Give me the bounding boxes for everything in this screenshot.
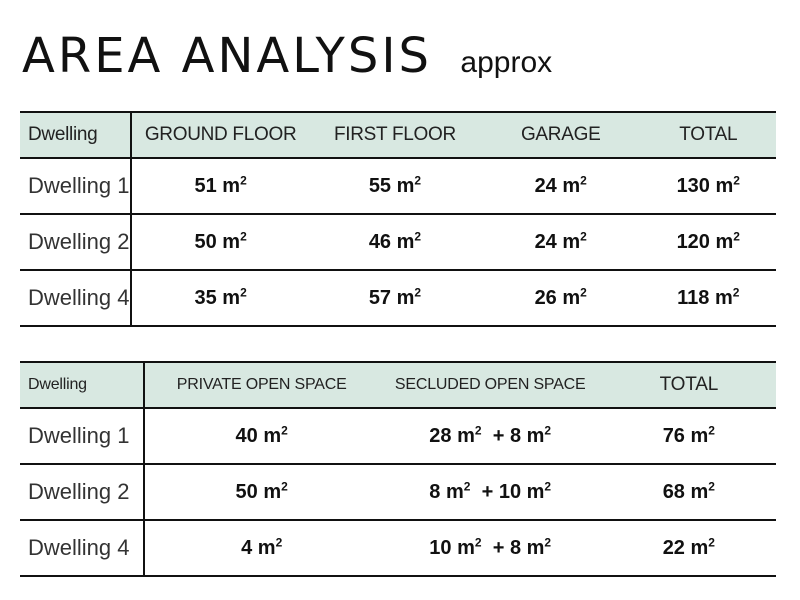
private-open-space-value: 50 m (235, 480, 282, 503)
space-header-total: TOTAL (602, 362, 776, 408)
total-value: 68 m (662, 480, 709, 503)
secluded-open-space-cell (379, 408, 602, 464)
unit-exponent: 2 (544, 422, 552, 437)
total-cell (641, 270, 776, 326)
dwelling-name: Dwelling 2 (20, 214, 131, 270)
unit-exponent: 2 (733, 172, 740, 187)
secluded-value-b: 8 m (509, 536, 545, 559)
total-cell (602, 520, 776, 576)
unit-exponent: 2 (281, 422, 288, 437)
area-header-total: TOTAL (641, 112, 776, 158)
ground-floor-cell (131, 158, 309, 214)
dwelling-name: Dwelling 1 (20, 158, 131, 214)
area-table-header-row (20, 112, 776, 158)
unit-exponent: 2 (463, 478, 471, 493)
space-header-private: PRIVATE OPEN SPACE (144, 362, 379, 408)
garage-value: 24 m (534, 174, 581, 197)
page-title (22, 28, 552, 84)
total-cell (641, 214, 776, 270)
garage-cell (481, 270, 641, 326)
private-open-space-cell (144, 520, 379, 576)
unit-exponent: 2 (708, 478, 715, 493)
unit-exponent: 2 (474, 422, 482, 437)
total-value: 130 m (676, 174, 734, 197)
secluded-open-space-cell (379, 520, 602, 576)
unit-exponent: 2 (708, 534, 715, 549)
first-floor-value: 46 m (368, 230, 415, 253)
ground-floor-value: 51 m (194, 174, 241, 197)
ground-floor-value: 35 m (194, 286, 241, 309)
first-floor-cell (309, 214, 481, 270)
unit-exponent: 2 (275, 534, 283, 549)
garage-cell (481, 158, 641, 214)
total-value: 120 m (676, 230, 734, 253)
total-value: 118 m (677, 286, 733, 309)
unit-exponent: 2 (580, 172, 587, 187)
dwelling-name: Dwelling 2 (20, 464, 144, 520)
ground-floor-value: 50 m (194, 230, 241, 253)
total-value: 22 m (662, 536, 709, 559)
table-row (20, 464, 776, 520)
ground-floor-cell (131, 214, 309, 270)
unit-exponent: 2 (733, 228, 740, 243)
secluded-value-a: 10 m (429, 536, 475, 559)
private-open-space-value: 40 m (235, 424, 282, 447)
plus-sign: + (492, 536, 505, 559)
title-main: AREA ANALYSIS (22, 28, 432, 84)
unit-exponent: 2 (580, 284, 587, 299)
open-space-table (20, 361, 776, 577)
unit-exponent: 2 (544, 478, 552, 493)
first-floor-cell (309, 158, 481, 214)
dwelling-name: Dwelling 4 (20, 270, 131, 326)
unit-exponent: 2 (240, 172, 247, 187)
space-header-secluded: SECLUDED OPEN SPACE (379, 362, 602, 408)
title-sub: approx (460, 46, 553, 79)
first-floor-cell (309, 270, 481, 326)
area-header-ground-floor: GROUND FLOOR (131, 112, 309, 158)
garage-value: 26 m (534, 286, 581, 309)
dwelling-name: Dwelling 4 (20, 520, 144, 576)
garage-cell (481, 214, 641, 270)
total-cell (602, 408, 776, 464)
total-cell (602, 464, 776, 520)
plus-sign: + (492, 424, 505, 447)
plus-sign: + (481, 480, 494, 503)
total-cell (641, 158, 776, 214)
unit-exponent: 2 (240, 228, 247, 243)
table-row (20, 158, 776, 214)
secluded-value-a: 8 m (429, 480, 464, 503)
unit-exponent: 2 (474, 534, 482, 549)
space-header-dwelling: Dwelling (20, 362, 144, 408)
unit-exponent: 2 (732, 284, 740, 299)
ground-floor-cell (131, 270, 309, 326)
secluded-open-space-cell (379, 464, 602, 520)
private-open-space-cell (144, 464, 379, 520)
private-open-space-value: 4 m (241, 536, 276, 559)
unit-exponent: 2 (708, 422, 715, 437)
unit-exponent: 2 (414, 172, 422, 187)
table-row (20, 408, 776, 464)
area-header-first-floor: FIRST FLOOR (309, 112, 481, 158)
secluded-value-b: 10 m (498, 480, 545, 503)
dwelling-name: Dwelling 1 (20, 408, 144, 464)
table-row (20, 270, 776, 326)
secluded-value-b: 8 m (509, 424, 545, 447)
garage-value: 24 m (534, 230, 581, 253)
area-table (20, 111, 776, 327)
unit-exponent: 2 (240, 284, 247, 299)
unit-exponent: 2 (414, 228, 422, 243)
unit-exponent: 2 (544, 534, 552, 549)
open-space-table-header-row (20, 362, 776, 408)
first-floor-value: 55 m (368, 174, 415, 197)
unit-exponent: 2 (580, 228, 587, 243)
unit-exponent: 2 (414, 284, 422, 299)
area-header-garage: GARAGE (481, 112, 641, 158)
area-header-dwelling: Dwelling (20, 112, 131, 158)
table-row (20, 520, 776, 576)
secluded-value-a: 28 m (429, 424, 475, 447)
private-open-space-cell (144, 408, 379, 464)
table-row (20, 214, 776, 270)
first-floor-value: 57 m (368, 286, 415, 309)
unit-exponent: 2 (281, 478, 288, 493)
total-value: 76 m (662, 424, 709, 447)
